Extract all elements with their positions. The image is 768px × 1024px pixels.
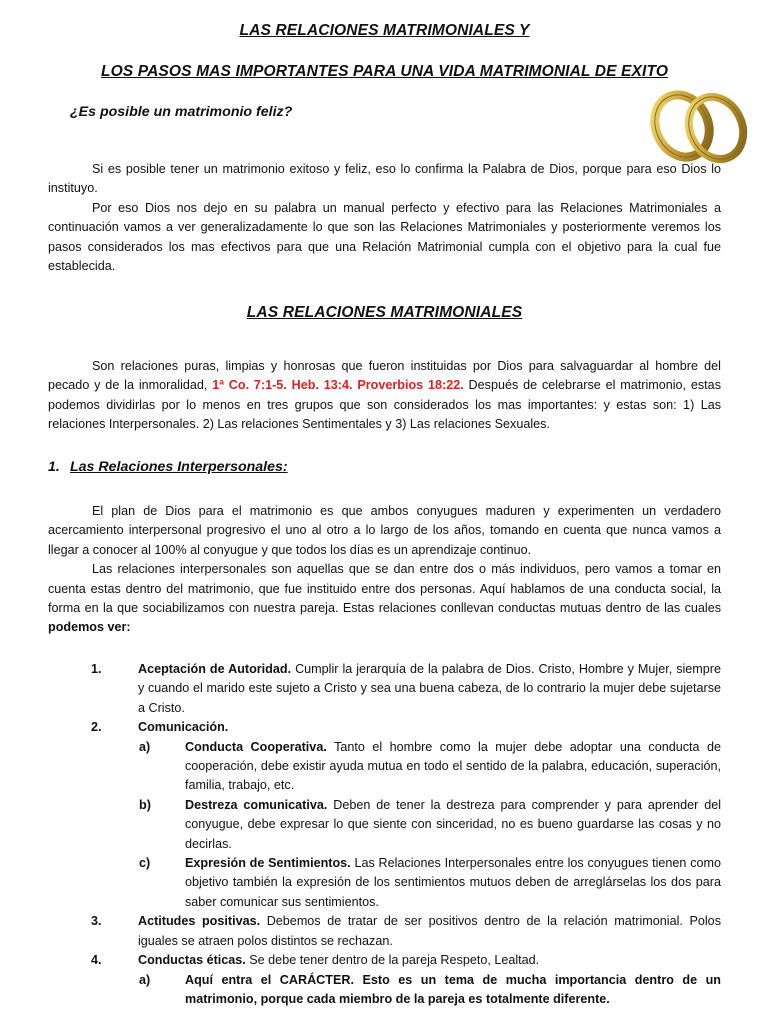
list-item [48,951,721,970]
document-title-line-2: LOS PASOS MAS IMPORTANTES PARA UNA VIDA MATRIMONIAL DE EXITO [100,63,669,80]
sub-list-letter: c) [139,856,151,871]
sub-list-pre: Aquí entra el [185,972,280,987]
document-title-line-1: LAS RELACIONES MATRIMONIALES Y [239,22,530,39]
conduct-list [48,660,721,1009]
sub-list-head: Conducta Cooperativa. [185,739,327,754]
subsection-number: 1. [48,459,60,475]
list-item-number: 3. [91,914,102,929]
list-item [48,718,721,737]
interpersonal-paragraph-1: El plan de Dios para el matrimonio es que ambos conyugues maduren y experimenten un verdadero acercamiento interpersonal progresivo el uno al otro a lo largo de los años, tomando en cuenta que nunca vamos a llegar a conocer al 100% al conyugue y que todos los días es un aprendizaje continuo. [48,504,721,557]
interpersonal-paragraph-2-bold: podemos ver: [48,620,131,635]
relaciones-text-before: Son relaciones puras, limpias y honrosas que fueron instituidas por Dios para salvaguardar al hombre del pecado y de la inmoralidad, [48,359,721,393]
list-item-head: Comunicación. [138,720,229,735]
interpersonal-section [48,502,721,638]
sub-list-item [48,971,721,1010]
question-heading: ¿Es posible un matrimonio feliz? [70,104,293,120]
interpersonal-paragraph-2 [48,560,721,638]
bible-reference: 1ª Co. 7:1-5. Heb. 13:4. Proverbios 18:22. [212,378,464,393]
intro-paragraph-2: Por eso Dios nos dejo en su palabra un manual perfecto y efectivo para las Relaciones Matrimoniales a continuación vamos a ver generalizadamente lo que son las Relaciones Matrimoniales y posteriormente veremos los pasos considerados los mas efectivos para que una Relación Matrimonial cumpla con el objetivo para la cual fue establecida. [48,200,721,274]
list-item-head: Conductas éticas. [138,953,246,968]
list-item-head: Aceptación de Autoridad. [138,662,292,676]
sub-list-letter: a) [139,739,151,754]
subsection-heading [48,458,288,477]
list-item-text: Se debe tener dentro de la pareja Respeto, Lealtad. [245,953,540,968]
list-item-number: 4. [91,953,102,968]
section-title: LAS RELACIONES MATRIMONIALES [246,304,523,321]
list-item [48,660,721,718]
relaciones-text-after: Después de celebrarse el matrimonio, estas podemos dividirlas por lo menos en tres grupos que son considerados los mas importantes: y estas son: 1) Las relaciones Interpersonales. 2) Las relaciones Sentimentales y 3) Las relaciones Sexuales. [48,378,721,432]
subsection-colon: : [282,459,288,475]
sub-list-letter: a) [139,972,151,987]
sub-list-text: Tanto el hombre como la mujer debe adoptar una conducta de cooperación, debe existir ayuda mutua en todo el sentido de la palabra, educación, superación, familia, trabajo, etc. [185,739,721,793]
list-item-head: Actitudes positivas. [138,914,261,929]
intro-paragraph-1: Si es posible tener un matrimonio exitoso y feliz, eso lo confirma la Palabra de Dios, porque para eso Dios lo instituyo. [48,162,721,196]
sub-list-head: Expresión de Sentimientos. [185,856,351,871]
wedding-rings-icon [642,84,754,168]
sub-list-item [48,796,721,854]
subsection-title: Las Relaciones Interpersonales [70,459,283,475]
sub-list-head: Destreza comunicativa. [185,797,328,812]
sub-list-item [48,738,721,796]
list-item [48,912,721,951]
sub-list-letter: b) [139,797,151,812]
interpersonal-paragraph-2-text: Las relaciones interpersonales son aquellas que se dan entre dos o más individuos, pero vamos a tomar en cuenta estas dentro del matrimonio, que fue instituido entre dos personas. Aquí hablamos de una conducta social, la forma en la que sociabilizamos con nuestra pareja. Estas relaciones conllevan conductas mutuas dentro de las cuales [48,562,721,616]
sub-list-bold: CARÁCTER [279,972,351,987]
list-item-text: Debemos de tratar de ser positivos dentro de la relación matrimonial. Polos iguales se atraen polos distintos se rechazan. [138,914,721,948]
list-item-number: 1. [91,662,102,676]
intro-section [48,160,721,276]
list-item-number: 2. [91,720,102,735]
section-paragraph [48,357,721,435]
list-item-text: Cumplir la jerarquía de la palabra de Dios. Cristo, Hombre y Mujer, siempre y cuando el marido este sujeto a Cristo y sea una buena cabeza, de lo contrario la mujer debe sujetarse a Cristo. [138,662,721,715]
sub-list-text: Deben de tener la destreza para comprender y para aprender del conyugue, debe expresar lo que siente con sinceridad, no es bueno guardarse las cosas y no decirlas. [185,797,722,851]
sub-list-text: Las Relaciones Interpersonales entre los conyugues tienen como objetivo también la expresión de los sentimientos mutuos deben de arreglárselas los dos para saber comunicar sus sentimientos. [185,856,721,909]
sub-list-item [48,854,721,912]
sub-list-text: . Esto es un tema de mucha importancia dentro de un matrimonio, porque cada miembro de la pareja es totalmente diferente. [185,972,721,1006]
relaciones-paragraph [48,357,721,435]
